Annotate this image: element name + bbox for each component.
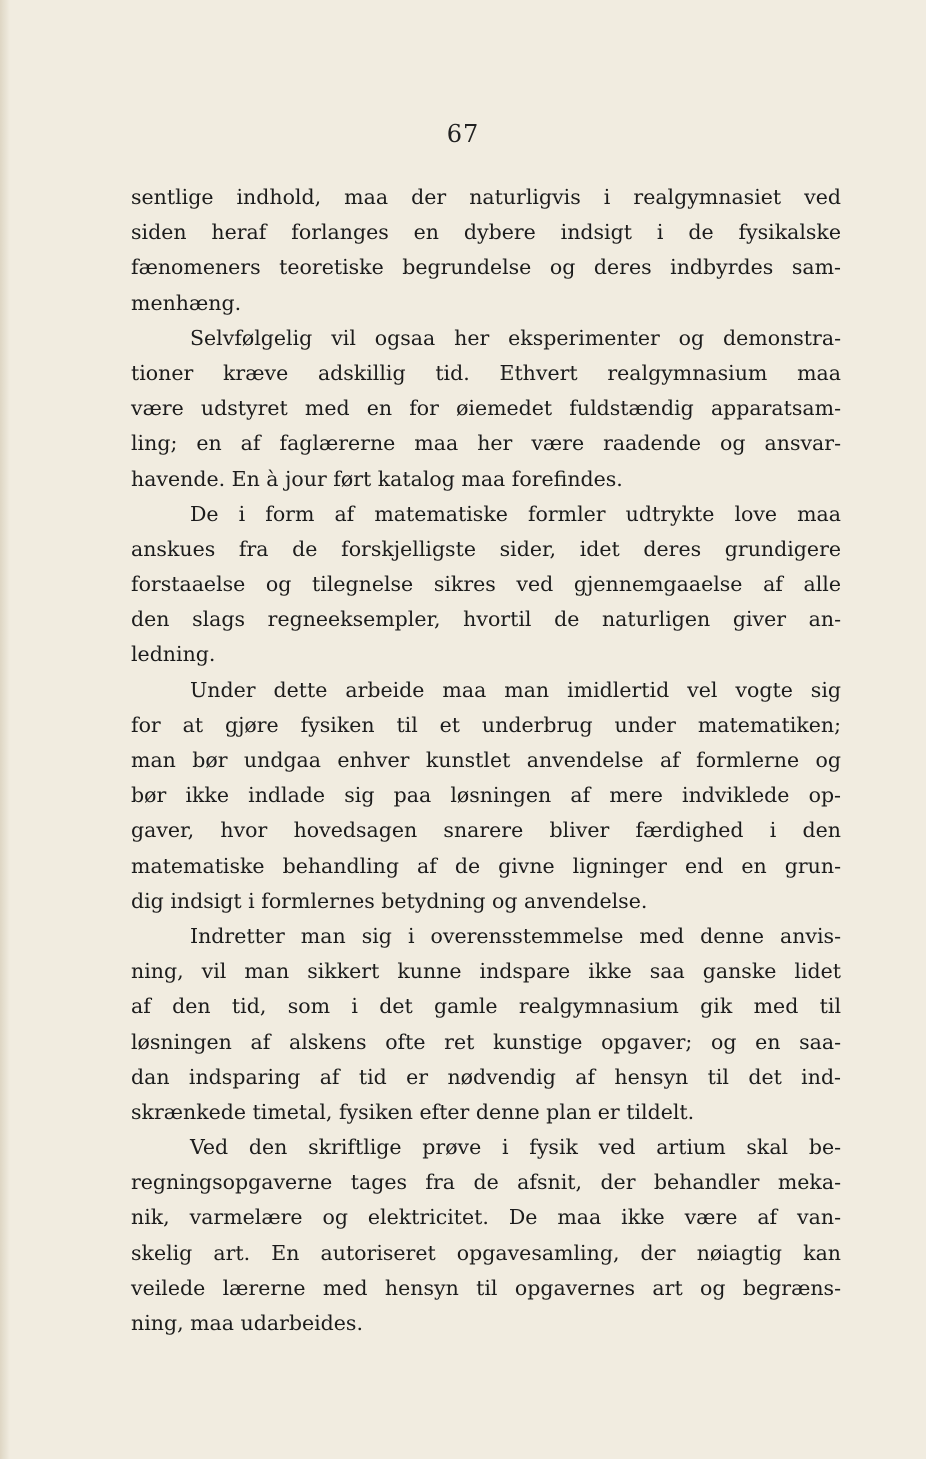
- text-line: nik, varmelære og elektricitet. De maa ikke være af van-: [131, 1205, 841, 1230]
- text-line: siden heraf forlanges en dybere indsigt i de fysikalske: [131, 220, 841, 245]
- text-line: forstaaelse og tilegnelse sikres ved gjennemgaaelse af alle: [131, 572, 841, 597]
- text-line: løsningen af alskens ofte ret kunstige opgaver; og en saa-: [131, 1029, 841, 1054]
- text-line: man bør undgaa enhver kunstlet anvendelse af formlerne og: [131, 748, 841, 772]
- text-line: af den tid, som i det gamle realgymnasium gik med til: [131, 994, 841, 1019]
- text-line: gaver, hvor hovedsagen snarere bliver færdighed i den: [131, 818, 841, 843]
- text-line: bør ikke indlade sig paa løsningen af mere indviklede op-: [131, 783, 841, 808]
- body-text: [131, 180, 841, 1341]
- text-line: sentlige indhold, maa der naturligvis i realgymnasiet ved: [131, 185, 841, 209]
- page-edge-shadow: [0, 0, 10, 1459]
- text-line: Under dette arbeide maa man imidlertid vel vogte sig: [190, 677, 841, 702]
- text-line: for at gjøre fysiken til et underbrug under matematiken;: [131, 712, 841, 737]
- text-line: tioner kræve adskillig tid. Ethvert realgymnasium maa: [131, 360, 841, 385]
- text-line: den slags regneeksempler, hvortil de naturligen giver an-: [131, 607, 841, 632]
- text-line: skrænkede timetal, fysiken efter denne plan er tildelt.: [131, 1099, 695, 1124]
- text-line: ning, maa udarbeides.: [131, 1311, 363, 1335]
- text-line: dan indsparing af tid er nødvendig af hensyn til det ind-: [131, 1064, 841, 1089]
- text-line: veilede lærerne med hensyn til opgavernes art og begræns-: [131, 1275, 841, 1300]
- text-line: ling; en af faglærerne maa her være raadende og ansvar-: [131, 431, 841, 456]
- text-line: anskues fra de forskjelligste sider, idet deres grundigere: [131, 536, 841, 561]
- page-number: 67: [446, 120, 480, 148]
- text-line: regningsopgaverne tages fra de afsnit, der behandler meka-: [131, 1170, 841, 1195]
- text-line: Ved den skriftlige prøve i fysik ved artium skal be-: [190, 1135, 841, 1160]
- text-line: matematiske behandling af de givne ligninger end en grun-: [131, 853, 841, 878]
- text-line: ning, vil man sikkert kunne indspare ikke saa ganske lidet: [131, 959, 841, 984]
- text-line: Indretter man sig i overensstemmelse med denne anvis-: [190, 923, 841, 948]
- text-line: ledning.: [131, 642, 216, 667]
- text-line: fænomeners teoretiske begrundelse og deres indbyrdes sam-: [131, 255, 841, 280]
- text-line: være udstyret med en for øiemedet fuldstændig apparatsam-: [131, 396, 841, 421]
- text-line: havende. En à jour ført katalog maa forefindes.: [131, 466, 623, 491]
- text-line: De i form af matematiske formler udtrykte love maa: [190, 501, 841, 526]
- text-line: dig indsigt i formlernes betydning og anvendelse.: [131, 888, 648, 913]
- text-line: menhæng.: [131, 290, 242, 315]
- text-line: skelig art. En autoriseret opgavesamling, der nøiagtig kan: [131, 1240, 841, 1265]
- text-line: Selvfølgelig vil ogsaa her eksperimenter og demonstra-: [190, 325, 841, 350]
